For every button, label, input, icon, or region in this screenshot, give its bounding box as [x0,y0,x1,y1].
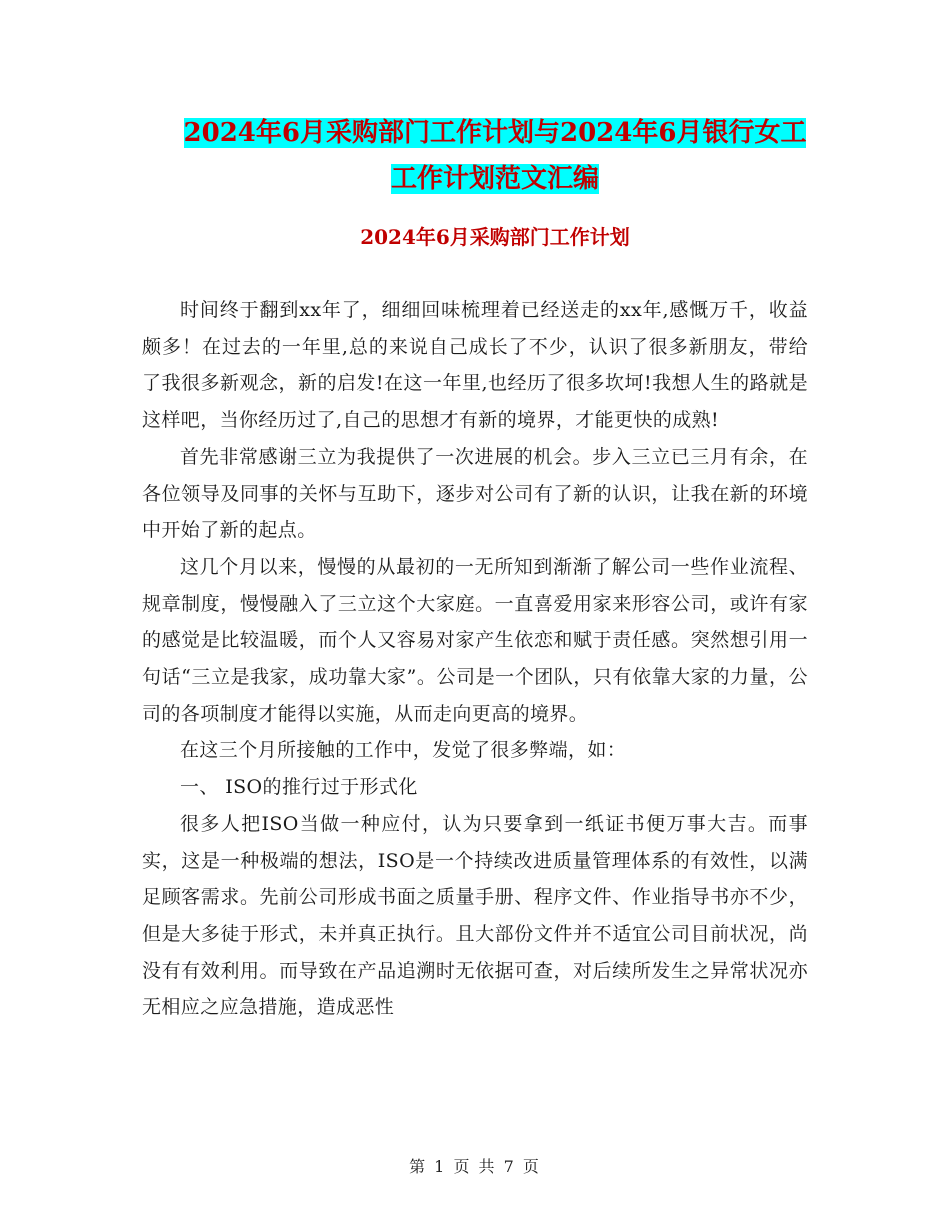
document-body [142,292,808,1026]
paragraph-2: 首先非常感谢三立为我提供了一次进展的机会。步入三立已三月有余，在各位领导及同事的关怀与互助下，逐步对公司有了新的认识，让我在新的环境中开始了新的起点。 [142,445,808,542]
paragraph-5: 一、 ISO的推行过于形式化 [180,776,418,799]
section-title: 2024年6月采购部门工作计划 [360,225,630,249]
paragraph-1: 时间终于翻到xx年了，细细回味梳理着已经送走的xx年,感慨万千，收益颇多！在过去的一年里,总的来说自己成长了不少，认识了很多新朋友，带给了我很多新观念，新的启发!在这一年里,也经历了很多坎坷!我想人生的路就是这样吧，当你经历过了,自己的思想才有新的境界，才能更快的成熟! [142,299,808,432]
document-title [140,110,850,202]
document-title-line-2: 工作计划范文汇编 [390,164,599,194]
document-title-line-1: 2024年6月采购部门工作计划与2024年6月银行女工 [183,118,807,148]
page-footer: 第 1 页 共 7 页 [409,1157,541,1176]
paragraph-6: 很多人把ISO当做一种应付，认为只要拿到一纸证书便万事大吉。而事实，这是一种极端的想法，ISO是一个持续改进质量管理体系的有效性，以满足顾客需求。先前公司形成书面之质量手册、程序文件、作业指导书亦不少，但是大多徒于形式，未并真正执行。且大部份文件并不适宜公司目前状况，尚没有有效利用。而导致在产品追溯时无依据可查，对后续所发生之异常状况亦无相应之应急措施，造成恶性 [142,812,808,1019]
paragraph-3: 这几个月以来，慢慢的从最初的一无所知到渐渐了解公司一些作业流程、规章制度，慢慢融入了三立这个大家庭。一直喜爱用家来形容公司，或许有家的感觉是比较温暖，而个人又容易对家产生依恋和赋于责任感。突然想引用一句话“三立是我家，成功靠大家”。公司是一个团队，只有依靠大家的力量，公司的各项制度才能得以实施，从而走向更高的境界。 [142,555,808,725]
paragraph-4: 在这三个月所接触的工作中，发觉了很多弊端，如： [180,739,627,762]
